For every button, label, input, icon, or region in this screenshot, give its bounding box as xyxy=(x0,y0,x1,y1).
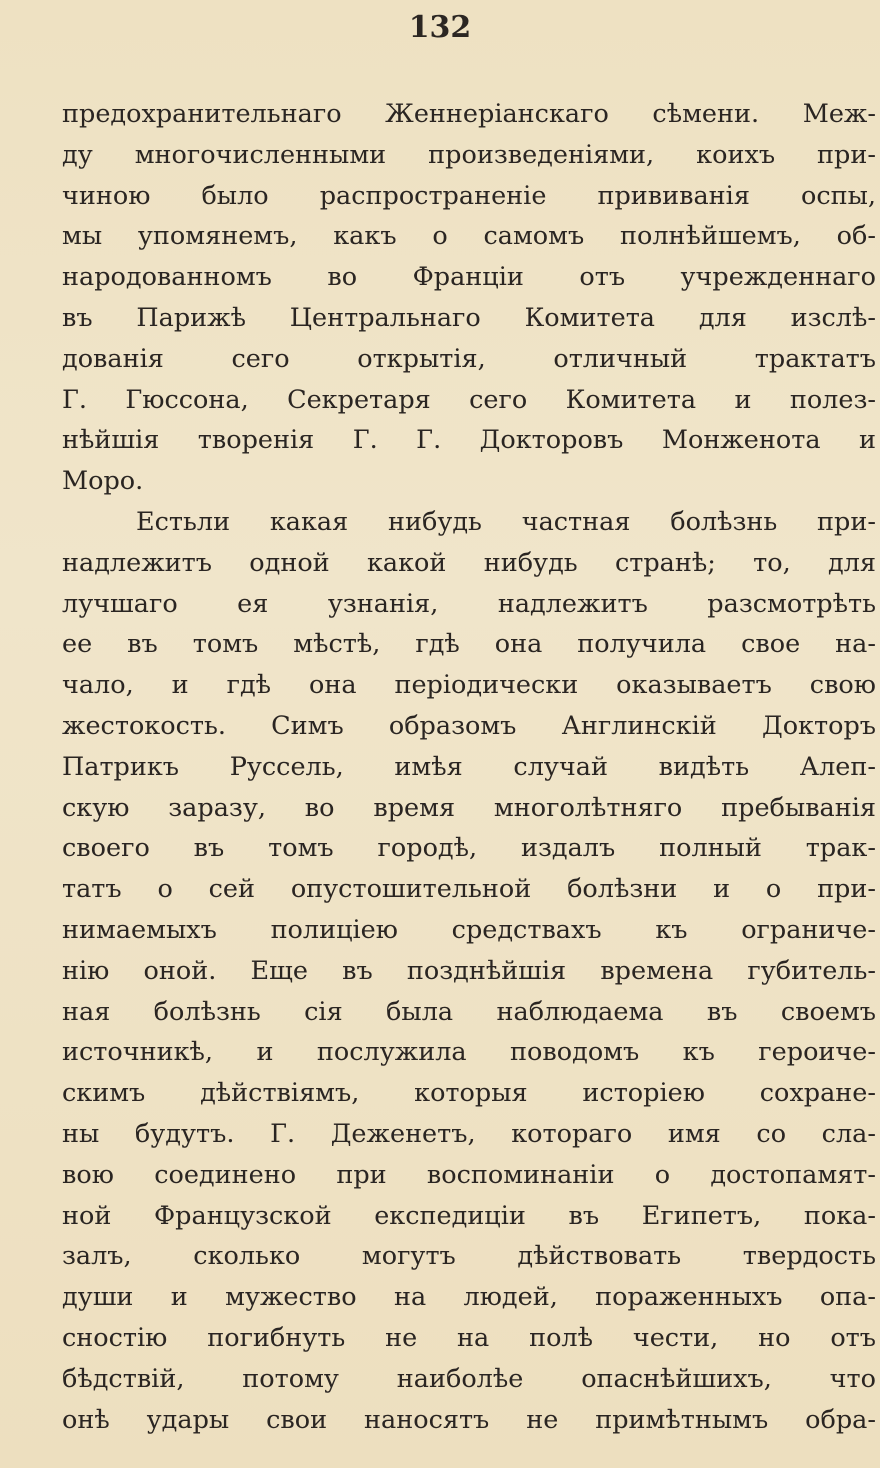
text-line: лучшаго ея узнанія, надлежитъ разсмотрѣть xyxy=(62,588,876,619)
text-line: своего въ томъ городѣ, издалъ полный трак- xyxy=(62,833,876,864)
text-line: Моро. xyxy=(62,466,144,497)
text-line: народованномъ во Франціи отъ учрежденнаго xyxy=(62,262,876,293)
text-line: бѣдствій, потому наиболѣе опаснѣйшихъ, что xyxy=(62,1363,876,1394)
text-line: Г. Гюссона, Секретаря сего Комитета и полез- xyxy=(62,384,876,415)
text-line: нѣйшія творенія Г. Г. Докторовъ Монженота и xyxy=(62,425,876,456)
text-line: ная болѣзнь сія была наблюдаема въ своемъ xyxy=(62,996,876,1027)
text-line: вою соединено при воспоминаніи о достопамят- xyxy=(62,1159,876,1190)
text-line: чало, и гдѣ она періодически оказываетъ свою xyxy=(62,670,876,701)
text-line: въ Парижѣ Центральнаго Комитета для изслѣ- xyxy=(62,302,876,333)
text-line: скимъ дѣйствіямъ, которыя исторіею сохране- xyxy=(62,1078,876,1109)
text-line: скую заразу, во время многолѣтняго пребыванія xyxy=(62,792,876,823)
text-line: залъ, сколько могутъ дѣйствовать твердость xyxy=(62,1241,876,1272)
text-line: мы упомянемъ, какъ о самомъ полнѣйшемъ, об- xyxy=(62,221,876,252)
text-line: чиною было распространеніе прививанія оспы, xyxy=(62,180,876,211)
text-line: нимаемыхъ полиціею средствахъ къ ограниче- xyxy=(62,914,876,945)
text-line: татъ о сей опустошительной болѣзни и о при- xyxy=(62,874,876,905)
text-line: ной Французской експедиціи въ Египетъ, пока- xyxy=(62,1200,876,1231)
page-number: 132 xyxy=(408,10,472,45)
text-line: Патрикъ Руссель, имѣя случай видѣть Алеп- xyxy=(62,751,876,782)
text-line: Естьли какая нибудь частная болѣзнь при- xyxy=(136,506,876,537)
text-line: ны будутъ. Г. Деженетъ, котораго имя со сла- xyxy=(62,1118,876,1149)
text-line: ее въ томъ мѣстѣ, гдѣ она получила свое на- xyxy=(62,629,876,660)
text-line: нію оной. Еще въ позднѣйшія времена губитель- xyxy=(62,955,876,986)
text-line: онѣ удары свои наносятъ не примѣтнымъ обра- xyxy=(62,1404,876,1435)
text-line: жестокость. Симъ образомъ Англинскій Докторъ xyxy=(62,710,876,741)
text-line: дованія сего открытія, отличный трактатъ xyxy=(62,343,876,374)
text-line: источникѣ, и послужила поводомъ къ героиче- xyxy=(62,1037,876,1068)
text-body xyxy=(62,94,876,1440)
text-line: ду многочисленными произведеніями, коихъ при- xyxy=(62,139,876,170)
text-line: надлежитъ одной какой нибудь странѣ; то, для xyxy=(62,547,876,578)
text-line: души и мужество на людей, пораженныхъ опа- xyxy=(62,1282,876,1313)
text-line: предохранительнаго Женнеріанскаго сѣмени. Меж- xyxy=(62,99,876,129)
text-line: сностію погибнуть не на полѣ чести, но отъ xyxy=(62,1322,876,1353)
